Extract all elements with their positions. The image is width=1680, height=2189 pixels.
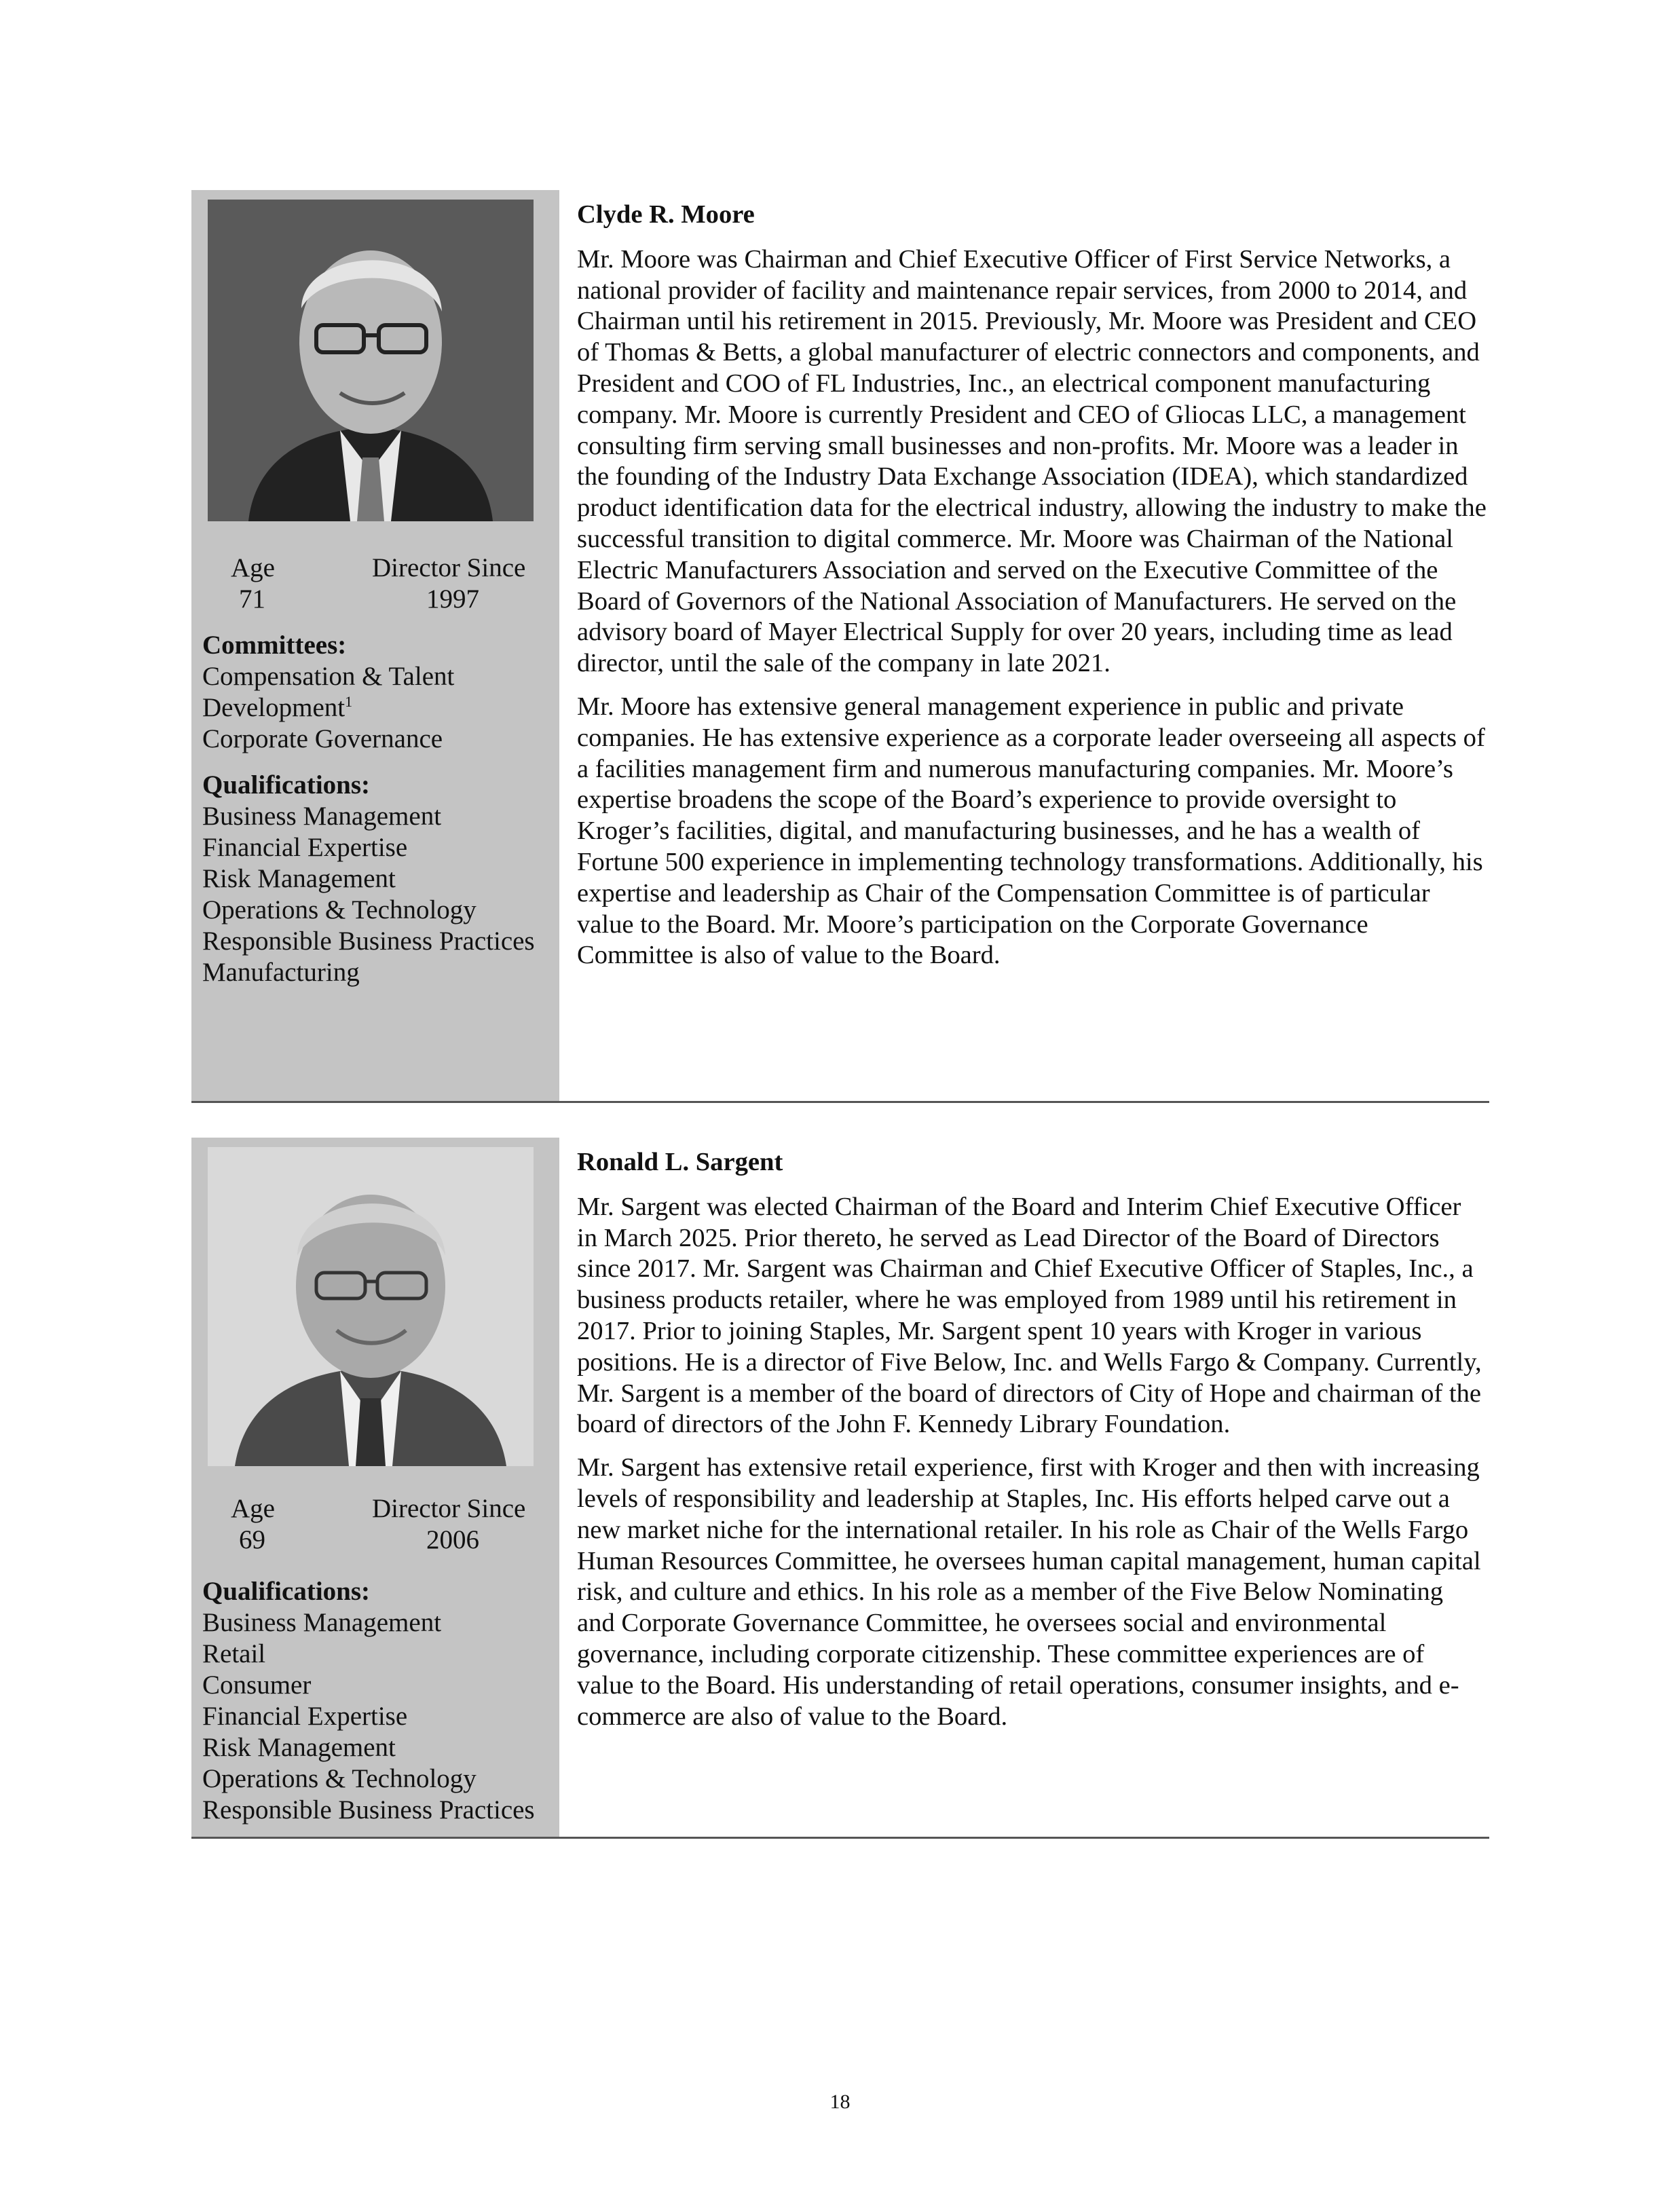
committees-heading: Committees: [202, 631, 347, 660]
director-since-value: 2006 [426, 1525, 479, 1554]
qualification-item: Operations & Technology [202, 1764, 477, 1793]
biography-paragraph: Mr. Sargent was elected Chairman of the Board and Interim Chief Executive Officer in March 2025. Prior thereto, he served as Lead Director of the Board of Directors since 2017. Mr. Sargent was Chairman and Chief Executive Officer of Staples, Inc., a business products retailer, where he was employed from 1989 until his retirement in 2017. Prior to joining Staples, Mr. Sargent spent 10 years with Kroger in various positions. He is a director of Five Below, Inc. and Wells Fargo & Company. Currently, Mr. Sargent is a member of the board of directors of City of Hope and chairman of the board of directors of the John F. Kennedy Library Foundation. [577, 1192, 1482, 1439]
age-label: Age [231, 1494, 275, 1523]
qualification-item: Responsible Business Practices [202, 1795, 535, 1825]
qualifications-list [202, 1576, 559, 1826]
biography-paragraph: Mr. Moore was Chairman and Chief Executive Officer of First Service Networks, a national provider of facility and maintenance repair services, from 2000 to 2014, and Chairman until his retirement in 2015. Previously, Mr. Moore was President and CEO of Thomas & Betts, a global manufacturer of electric connectors and components, and President and COO of FL Industries, Inc., an electrical component manufacturing company. Mr. Moore is currently President and CEO of Gliocas LLC, a management consulting firm serving small businesses and non-profits. Mr. Moore was a leader in the founding of the Industry Data Exchange Association (IDEA), which standardized product identification data for the electrical industry, allowing the industry to make the successful transition to digital commerce. Mr. Moore was Chairman of the National Electric Manufacturers Association and served on the Executive Committee of the Board of Governors of the National Association of Manufacturers. He served on the advisory board of Mayer Electrical Supply for over 20 years, including time as lead director, until the sale of the company in late 2021. [577, 244, 1487, 678]
qualification-item: Responsible Business Practices [202, 927, 535, 956]
qualifications-heading: Qualifications: [202, 1577, 371, 1606]
qualification-item: Operations & Technology [202, 895, 477, 924]
director-since-value: 1997 [426, 584, 479, 614]
qualification-item: Risk Management [202, 864, 396, 893]
footnote-marker: 1 [345, 693, 353, 710]
qualification-item: Business Management [202, 802, 442, 831]
committee-item: Compensation & Talent [202, 662, 455, 691]
qualifications-heading: Qualifications: [202, 770, 371, 800]
director-sidebar [191, 190, 559, 1101]
age-label: Age [231, 553, 275, 582]
qualification-item: Business Management [202, 1608, 442, 1637]
qualification-item: Retail [202, 1639, 266, 1668]
qualification-item: Financial Expertise [202, 1702, 408, 1731]
director-since-label: Director Since [372, 553, 526, 582]
qualification-item: Manufacturing [202, 958, 360, 987]
director-biography [577, 1147, 1487, 1744]
page-number: 18 [829, 2091, 851, 2113]
director-biography [577, 200, 1487, 984]
director-name: Ronald L. Sargent [577, 1148, 783, 1176]
committees-list [202, 630, 559, 988]
director-profile-moore [191, 190, 1489, 1103]
director-photo [208, 1147, 534, 1466]
biography-paragraph: Mr. Sargent has extensive retail experience, first with Kroger and then with increasing levels of responsibility and leadership at Staples, Inc. His efforts helped carve out a new market niche for the international retailer. In his role as Chair of the Wells Fargo Human Resources Committee, he oversees human capital management, human capital risk, and culture and ethics. In his role as a member of the Five Below Nominating and Corporate Governance Committee, he oversees social and environmental governance, including corporate citizenship. These committee experiences are of value to the Board. His understanding of retail operations, consumer insights, and e-commerce are also of value to the Board. [577, 1453, 1481, 1731]
qualification-item: Consumer [202, 1670, 312, 1700]
qualification-item: Risk Management [202, 1733, 396, 1762]
age-value: 69 [239, 1525, 265, 1554]
committee-item: Corporate Governance [202, 724, 443, 753]
director-profile-sargent [191, 1138, 1489, 1839]
director-name: Clyde R. Moore [577, 200, 755, 229]
director-sidebar [191, 1138, 559, 1837]
qualification-item: Financial Expertise [202, 833, 408, 862]
director-since-label: Director Since [372, 1494, 526, 1523]
committee-item: Development$^1$ [202, 693, 353, 722]
director-photo [208, 200, 534, 521]
age-value: 71 [239, 584, 265, 614]
biography-paragraph: Mr. Moore has extensive general management experience in public and private companies. He has extensive experience as a corporate leader overseeing all aspects of a facilities management firm and numerous manufacturing companies. Mr. Moore’s expertise broadens the scope of the Board’s experience to provide oversight to Kroger’s facilities, digital, and manufacturing businesses, and he has a wealth of Fortune 500 experience in implementing technology transformations. Additionally, his expertise and leadership as Chair of the Compensation Committee is of particular value to the Board. Mr. Moore’s participation on the Corporate Governance Committee is also of value to the Board. [577, 692, 1485, 970]
